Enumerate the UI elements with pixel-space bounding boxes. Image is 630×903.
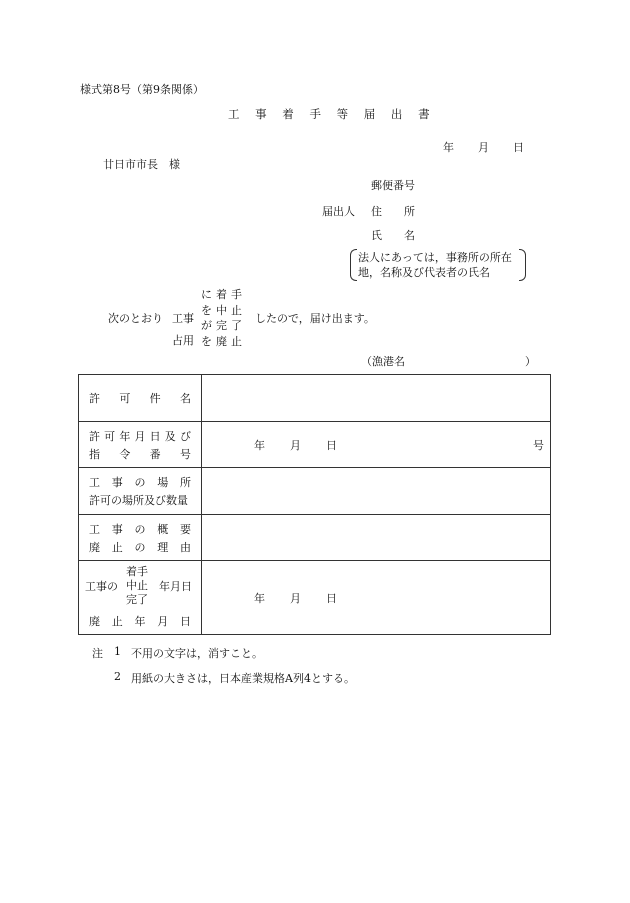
addressee: 廿日市市長 様 (103, 158, 180, 171)
address-label: 住 所 (371, 205, 415, 218)
work-date-label: 工事の 着手 中止 完了 年月日 廃 止 年 月 日 (79, 561, 202, 635)
table-row (79, 468, 551, 515)
statement-col3: 手 止 了 止 (231, 288, 242, 348)
table-row (79, 375, 551, 422)
work-location-label: 工 事 の 場 所 許可の場所及び数量 (79, 468, 202, 515)
statement-suffix: したので，届け出ます。 (255, 312, 375, 325)
note-2-text: 用紙の大きさは，日本産業規格A列4とする。 (131, 672, 355, 685)
work-date-field[interactable]: 年 月 日 (202, 561, 551, 635)
statement-col2: 着 中 完 廃 (216, 288, 227, 348)
right-bracket (519, 249, 526, 281)
table-row (79, 561, 551, 635)
port-name-label: （漁港名 (361, 355, 405, 368)
date-day: 日 (513, 141, 524, 154)
work-summary-field[interactable] (202, 515, 551, 561)
statement-work: 工事 (172, 312, 194, 325)
corporate-note-line1: 法人にあっては，事務所の所在 (358, 251, 512, 264)
corporate-note-line2: 地，名称及び代表者の氏名 (358, 266, 490, 279)
notifier-label: 届出人 (322, 205, 355, 218)
notes-heading: 注 (92, 647, 103, 660)
name-label: 氏 名 (371, 229, 415, 242)
note-1-number: 1 (114, 645, 121, 658)
port-name-close: ） (525, 355, 536, 368)
permit-title-field[interactable] (202, 375, 551, 422)
note-1-text: 不用の文字は，消すこと。 (131, 647, 263, 660)
table-row (79, 515, 551, 561)
permit-date-field[interactable]: 年 月 日 号 (202, 422, 551, 468)
postal-code-label: 郵便番号 (371, 179, 415, 192)
statement-occupation: 占用 (172, 334, 194, 347)
statement-prefix: 次のとおり (108, 312, 163, 325)
permit-date-label: 許 可 年 月 日 及 び 指 令 番 号 (79, 422, 202, 468)
application-table (78, 374, 551, 635)
form-number: 様式第8号（第9条関係） (80, 83, 204, 96)
corporate-note-bracket (350, 249, 526, 279)
left-bracket (350, 249, 357, 281)
work-summary-label: 工 事 の 概 要 廃 止 の 理 由 (79, 515, 202, 561)
date-month: 月 (478, 141, 489, 154)
table-row (79, 422, 551, 468)
statement-col1: に を が を (201, 288, 212, 348)
date-year: 年 (443, 141, 454, 154)
note-2-number: 2 (114, 670, 121, 683)
permit-title-label: 許 可 件 名 (79, 375, 202, 422)
page-title: 工 事 着 手 等 届 出 書 (228, 107, 436, 121)
work-location-field[interactable] (202, 468, 551, 515)
work-date-stack: 着手 中止 完了 (126, 565, 148, 606)
